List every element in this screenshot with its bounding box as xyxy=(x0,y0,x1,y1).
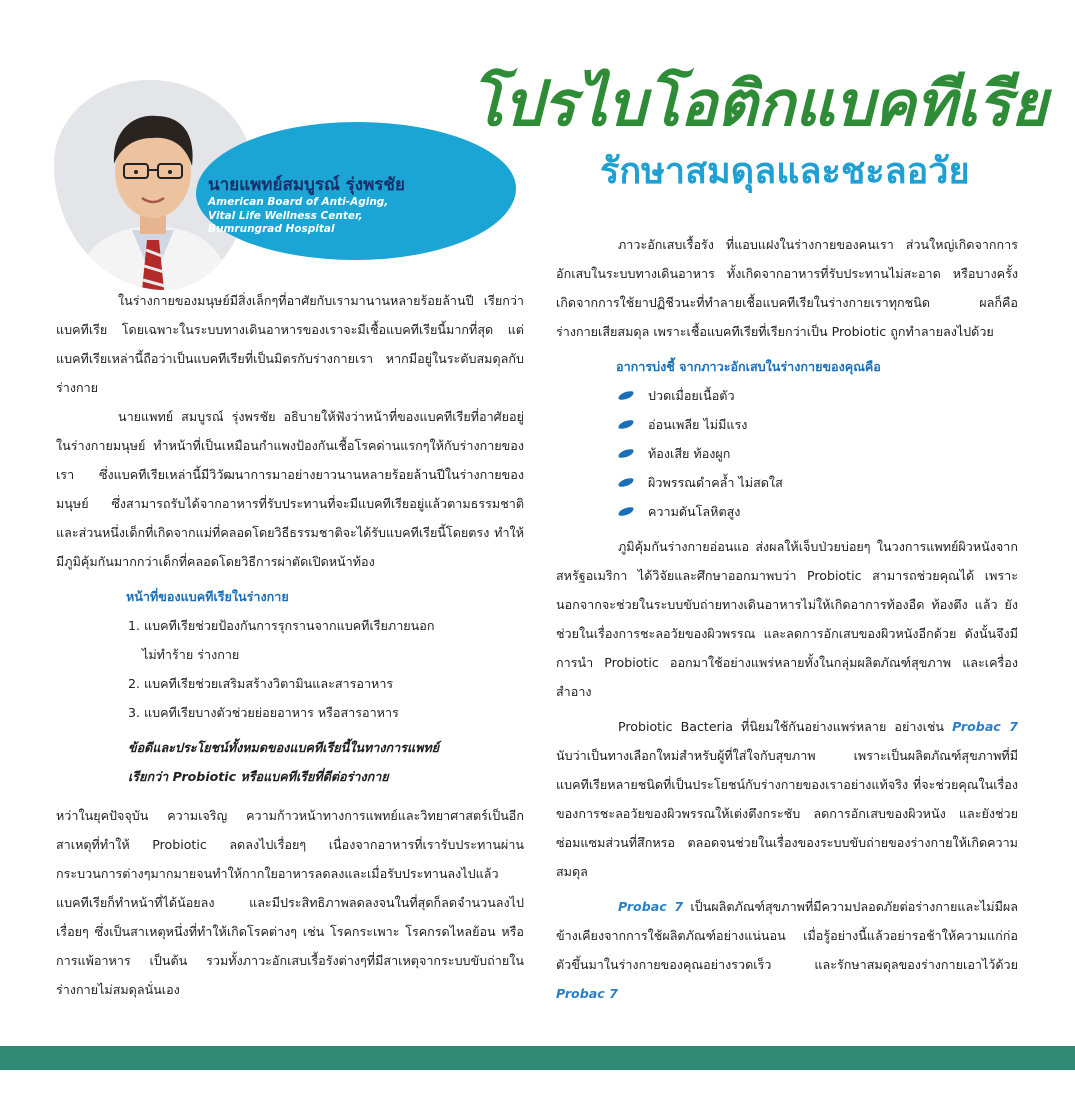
list-item: ปวดเมื่อยเนื้อตัว xyxy=(618,381,1018,410)
list-item: 2. แบคทีเรียช่วยเสริมสร้างวิตามินและสารอาหาร xyxy=(128,676,394,691)
functions-list xyxy=(128,611,524,727)
author-credential: Vital Life Wellness Center, xyxy=(208,209,363,222)
author-credential: American Board of Anti-Aging, xyxy=(208,196,389,208)
leaf-bullet-icon xyxy=(617,506,634,517)
list-item-line: 1. แบคทีเรียช่วยป้องกันการรุกรานจากแบคทีเรียภายนอก xyxy=(128,618,435,633)
list-item: ความดันโลหิตสูง xyxy=(618,497,1018,526)
closing-rest: เป็นผลิตภัณฑ์สุขภาพที่มีความปลอดภัยต่อร่างกายและไม่มีผลข้างเคียงจากการใช้ผลิตภัณฑ์อย่างแน่นอน เมื่อรู้อย่างนี้แล้วอย่ารอช้าให้ความแก่ก่อตัวขึ้นมาในร่างกายของคุณอย่างรวดเร็ว และรักษาสมดุลของร่างกายเอาไว้ด้วย xyxy=(556,899,1018,972)
author-badge xyxy=(196,122,516,260)
brand-name: Probac 7 xyxy=(952,719,1018,734)
modern-paragraph: หว่าในยุคปัจจุบัน ความเจริญ ความก้าวหน้าทางการแพทย์และวิทยาศาสตร์เป็นอีกสาเหตุที่ทำให้ Probiotic ลดลงไปเรื่อยๆ เนื่องจากอาหารที่เรารับประทานผ่านกระบวนการต่างๆมากมายจนทำให้กากใยอาหารลดลงและเมื่อรับประทานลงไปแล้วแบคทีเรียก็ทำหน้าที่ได้น้อยลง และมีประสิทธิภาพลดลงจนในที่สุดก็ลดจำนวนลงไปเรื่อยๆ ซึ่งเป็นสาเหตุหนึ่งที่ทำให้เกิดโรคต่างๆ เช่น โรคกระเพาะ โรคกรดไหลย้อน หรือการแพ้อาหาร เป็นต้น รวมทั้งภาวะอักเสบเรื้อรังต่างๆที่มีสาเหตุจากระบบขับถ่ายในร่างกายไม่สมดุลนั่นเอง xyxy=(56,808,524,997)
immunity-paragraph: ภูมิคุ้มกันร่างกายอ่อนแอ ส่งผลให้เจ็บป่วยบ่อยๆ ในวงการแพทย์ผิวหนังจากสหรัฐอเมริกา ได้วิจัยและศึกษาออกมาพบว่า Probiotic สามารถช่วยคุณได้ เพราะนอกจากจะช่วยในระบบขับถ่ายทางเดินอาหารไม่ให้เกิดอาการท้องอืด ท้องตึง แล้ว ยังช่วยในเรื่องการชะลอวัยของผิวพรรณ และลดการอักเสบของผิวหนังอีกด้วย ดังนั้นจึงมีการนำ Probiotic ออกมาใช้อย่างแพร่หลายทั้งในกลุ่มผลิตภัณฑ์สุขภาพ และเครื่องสำอาง xyxy=(556,539,1018,699)
list-item xyxy=(128,611,524,669)
author-name: นายแพทย์สมบูรณ์ รุ่งพรชัย xyxy=(208,175,405,195)
brand-name: Probac 7 xyxy=(556,986,618,1001)
leaf-bullet-icon xyxy=(617,477,634,488)
list-item: ผิวพรรณดำคล้ำ ไม่สดใส xyxy=(618,468,1018,497)
functions-heading: หน้าที่ของแบคทีเรียในร่างกาย xyxy=(126,589,289,604)
inflammation-paragraph: ภาวะอักเสบเรื้อรัง ที่แอบแฝงในร่างกายของคนเรา ส่วนใหญ่เกิดจากการอักเสบในระบบทางเดินอาหาร ทั้งเกิดจากอาหารที่รับประทานไม่สะอาด หรือบางครั้งเกิดจากการใช้ยาปฏิชีวนะที่ทำลายเชื้อแบคทีเรียในร่างกายเราทุกชนิด ผลก็คือ ร่างกายเสียสมดุล เพราะเชื้อแบคทีเรียที่เรียกว่าเป็น Probiotic ถูกทำลายลงไปด้วย xyxy=(556,237,1018,339)
left-column xyxy=(56,286,524,1004)
symptoms-list xyxy=(618,381,1018,526)
bacteria-rest: นับว่าเป็นทางเลือกใหม่สำหรับผู้ที่ใส่ใจกับสุขภาพ เพราะเป็นผลิตภัณฑ์สุขภาพที่มีแบคทีเรียหลายชนิดที่เป็นประโยชน์กับร่างกายของเราอย่างแท้จริง ที่จะช่วยคุณในเรื่องของการชะลอวัยของผิวพรรณให้เต่งตึงกระชับ ลดการอักเสบของผิวหนัง และยังช่วยซ่อมแซมส่วนที่สึกหรอ ตลอดจนช่วยในเรื่องของระบบขับถ่ายของร่างกายให้เกิดความสมดุล xyxy=(556,748,1018,879)
article-subtitle: รักษาสมดุลและชะลอวัย xyxy=(600,151,970,192)
leaf-bullet-icon xyxy=(617,448,634,459)
intro-paragraph: ในร่างกายของมนุษย์มีสิ่งเล็กๆที่อาศัยกับเรามานานหลายร้อยล้านปี เรียกว่า แบคทีเรีย โดยเฉพาะในระบบทางเดินอาหารของเราจะมีเชื้อแบคทีเรียนี้มากที่สุด แต่แบคทีเรียเหล่านี้ถือว่าเป็นแบคทีเรียที่เป็นมิตรกับร่างกายเรา หากมีอยู่ในระดับสมดุลกับร่างกาย xyxy=(56,293,524,395)
right-column xyxy=(556,230,1018,1008)
bacteria-intro: Probiotic Bacteria ที่นิยมใช้กันอย่างแพร่หลาย อย่างเช่น xyxy=(618,719,945,734)
bacteria-paragraph xyxy=(556,712,1018,886)
brand-name: Probac 7 xyxy=(618,899,684,914)
list-item: 3. แบคทีเรียบางตัวช่วยย่อยอาหาร หรือสารอาหาร xyxy=(128,705,399,720)
list-item: ท้องเสีย ท้องผูก xyxy=(618,439,1018,468)
list-item-line: ไม่ทำร้าย ร่างกาย xyxy=(142,647,240,662)
article-title: โปรไบโอติกแบคทีเรีย xyxy=(470,67,1048,140)
leaf-bullet-icon xyxy=(617,419,634,430)
symptoms-heading: อาการบ่งชี้ จากภาวะอักเสบในร่างกายของคุณคือ xyxy=(616,359,881,374)
author-credential: Bumrungrad Hospital xyxy=(208,223,335,235)
leaf-bullet-icon xyxy=(617,390,634,401)
footer-band xyxy=(0,1046,1075,1070)
probiotic-note: ข้อดีและประโยชน์ทั้งหมดของแบคทีเรียนี้ในทางการแพทย์ xyxy=(128,740,440,755)
probiotic-note: เรียกว่า Probiotic หรือแบคทีเรียที่ดีต่อร่างกาย xyxy=(128,769,389,784)
closing-paragraph xyxy=(556,892,1018,1008)
list-item: อ่อนเพลีย ไม่มีแรง xyxy=(618,410,1018,439)
doctor-paragraph: นายแพทย์ สมบูรณ์ รุ่งพรชัย อธิบายให้ฟังว่าหน้าที่ของแบคทีเรียที่อาศัยอยู่ในร่างกายมนุษย์ ทำหน้าที่เป็นเหมือนกำแพงป้องกันเชื้อโรคด่านแรกๆให้กับร่างกายของเรา ซึ่งแบคทีเรียเหล่านี้มีวิวัฒนาการมาอย่างยาวนานหลายร้อยล้านปีในร่างกายของมนุษย์ ซึ่งสามารถรับได้จากอาหารที่รับประทานที่จะมีแบคทีเรียอยู่แล้วตามธรรมชาติ และส่วนหนึ่งเด็กที่เกิดจากแม่ที่คลอดโดยวิธีธรรมชาติจะได้รับแบคทีเรียนี้โดยตรง ทำให้มีภูมิคุ้มกันมากกว่าเด็กที่คลอดโดยวิธีการผ่าตัดเปิดหน้าท้อง xyxy=(56,409,524,569)
